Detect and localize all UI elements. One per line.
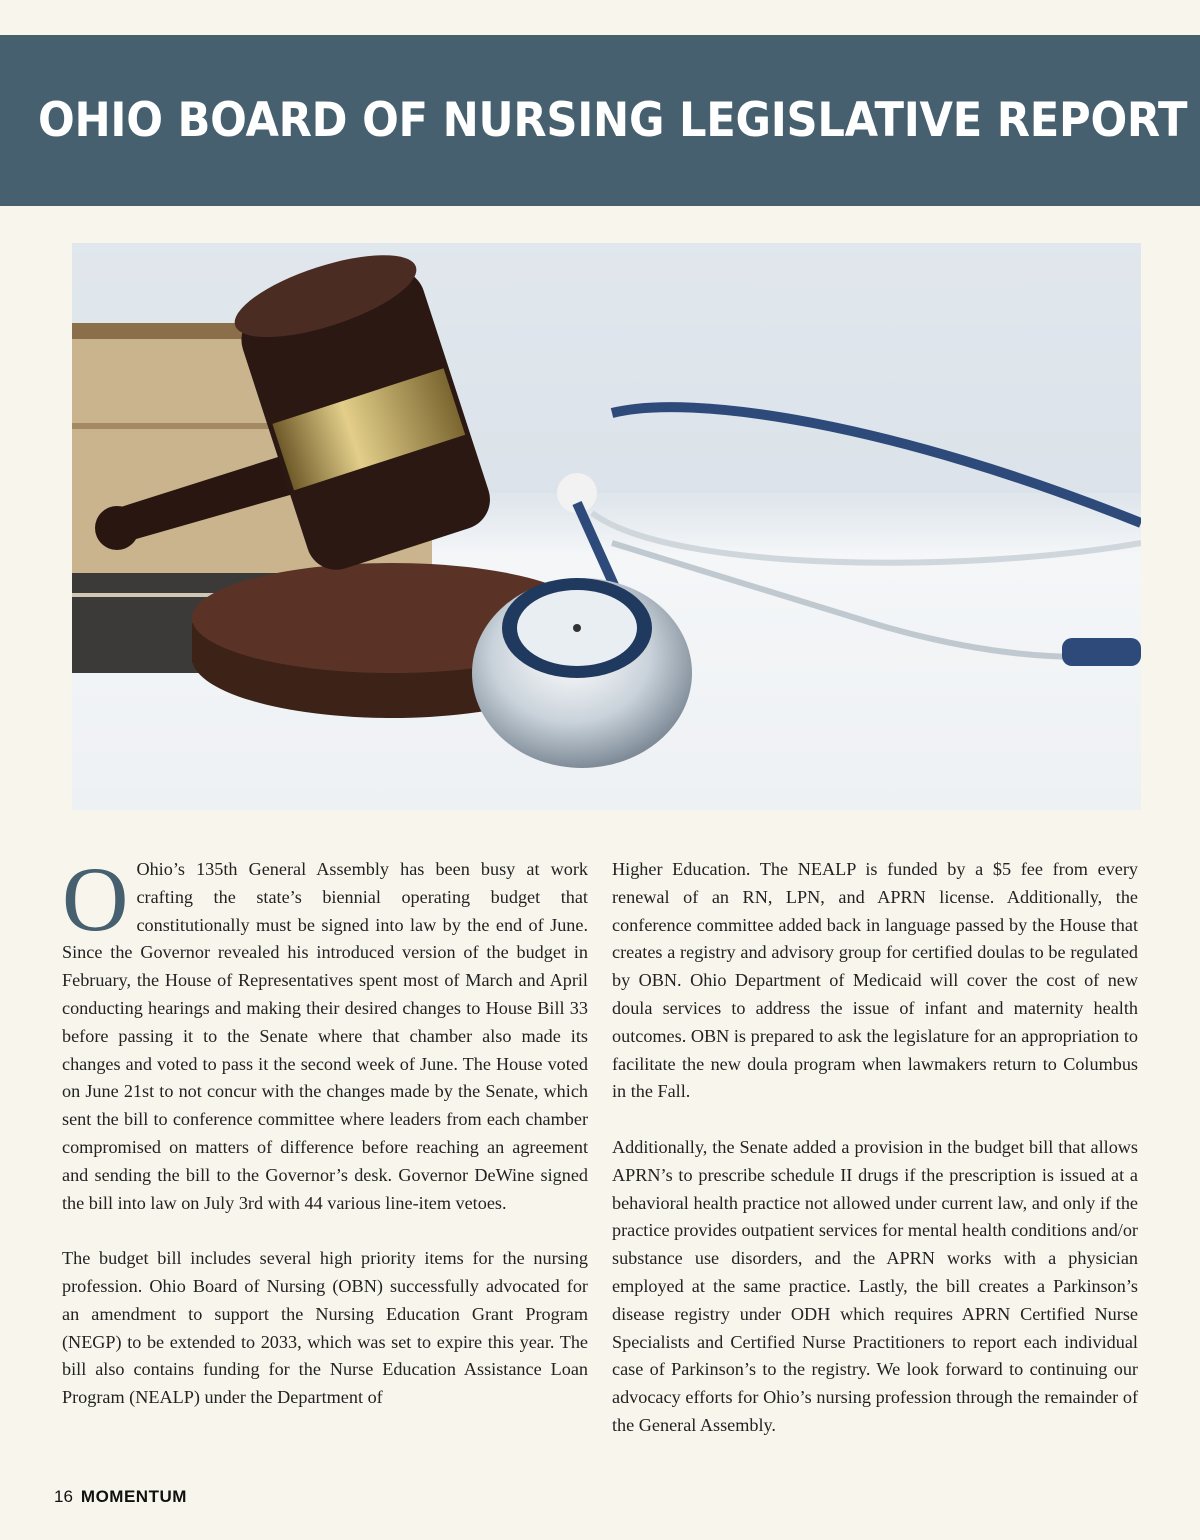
header-banner — [0, 35, 1200, 206]
paragraph-text: Ohio’s 135th General Assembly has been busy at work crafting the state’s biennial operating budget that constitutionally must be signed into law by the end of June. Since the Governor revealed his introduced version of the budget in February, the House of Representatives spent most of March and April conducting hearings and making their desired changes to House Bill 33 before passing it to the Senate where that chamber also made its changes and voted to pass it the second week of June. The House voted on June 21st to not concur with the changes made by the Senate, which sent the bill to conference committee where leaders from each chamber compromised on matters of difference before reaching an agreement and sending the bill to the Governor’s desk. Governor DeWine signed the bill into law on July 3rd with 44 various line-item vetoes. — [62, 859, 588, 1213]
article-paragraph: The budget bill includes several high priority items for the nursing profession. Ohio Board of Nursing (OBN) successfully advocated for an amendment to support the Nursing Education Grant Program (NEGP) to be extended to 2033, which was set to expire this year. The bill also contains funding for the Nurse Education Assistance Loan Program (NEALP) under the Department of — [62, 1248, 588, 1408]
article-paragraph: Higher Education. The NEALP is funded by a $5 fee from every renewal of an RN, LPN, and APRN license. Additionally, the conference committee added back in language passed by the House that creates a registry and advisory group for certified doulas to be regulated by OBN. Ohio Department of Medicaid will cover the cost of new doula services to address the issue of infant and maternity health outcomes. OBN is prepared to ask the legislature for an appropriation to facilitate the new doula program when lawmakers return to Columbus in the Fall. — [612, 859, 1138, 1102]
article-paragraph — [62, 848, 588, 1217]
gavel-stethoscope-illustration — [72, 243, 1141, 810]
article-photo — [72, 243, 1141, 810]
article-paragraph: Additionally, the Senate added a provision in the budget bill that allows APRN’s to prescribe schedule II drugs if the prescription is issued at a behavioral health practice not allowed under current law, and only if the practice provides outpatient services for mental health conditions and/or substance use disorders, and the APRN works with a physician employed at the same practice. Lastly, the bill creates a Parkinson’s disease registry under ODH which requires APRN Certified Nurse Specialists and Certified Nurse Practitioners to report each individual case of Parkinson’s to the registry. We look forward to continuing our advocacy efforts for Ohio’s nursing profession through the remainder of the General Assembly. — [612, 1136, 1138, 1435]
page-footer — [54, 1487, 187, 1507]
article-column-right — [612, 856, 1138, 1468]
article-column-left — [62, 848, 588, 1440]
page-title: OHIO BOARD OF NURSING LEGISLATIVE REPORT — [38, 93, 1188, 148]
publication-name: MOMENTUM — [80, 1487, 187, 1506]
page-number: 16 — [54, 1487, 73, 1506]
drop-cap: O — [62, 848, 129, 950]
